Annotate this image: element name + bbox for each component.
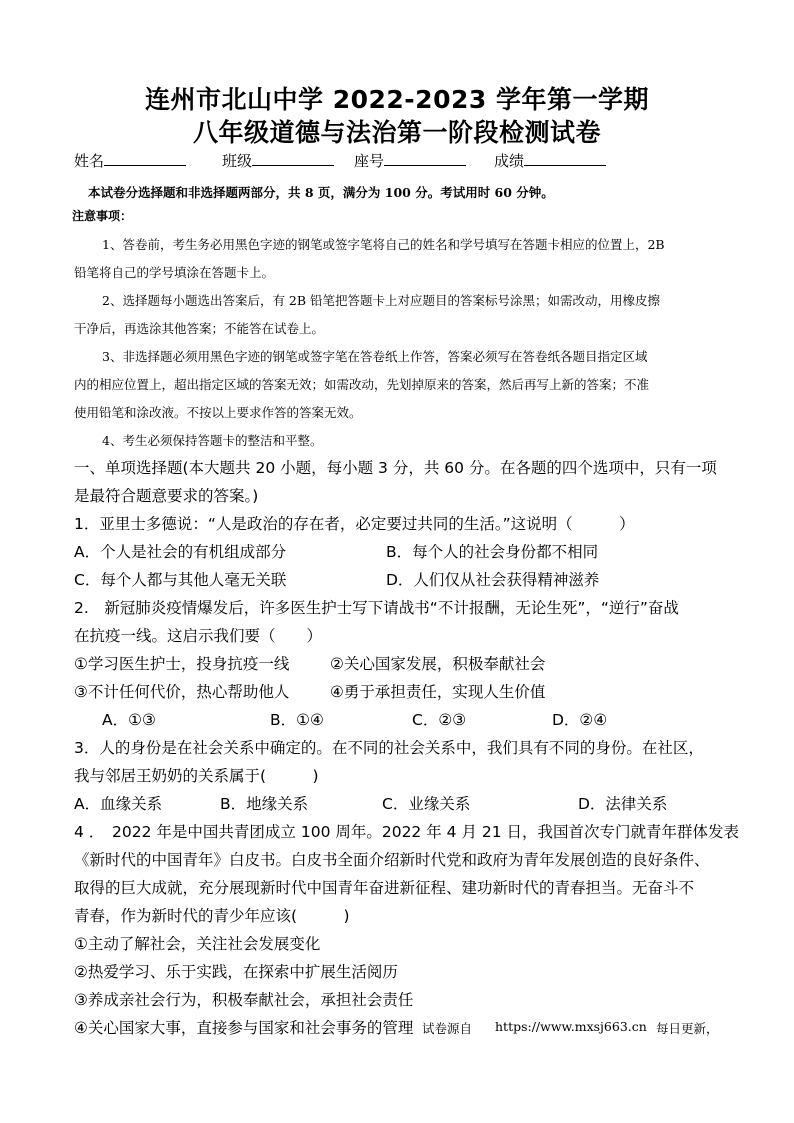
- exam-intro: 本试卷分选择题和非选择题两部分，共 8 页，满分为 100 分。考试用时 60 分钟。: [88, 185, 554, 200]
- q3-option-c[interactable]: C．业缘关系: [382, 795, 471, 813]
- title-line-1: 连州市北山中学 2022-2023 学年第一学期: [145, 85, 649, 114]
- class-field[interactable]: [222, 150, 334, 171]
- q4-statement-4: ④关心国家大事，直接参与国家和社会事务的管理: [74, 1019, 414, 1037]
- name-label: 姓名: [74, 152, 105, 170]
- watermark-source: 试卷源自: [422, 1021, 473, 1036]
- score-field[interactable]: [494, 150, 606, 171]
- notice-label: 注意事项：: [72, 209, 133, 223]
- name-field[interactable]: [74, 150, 186, 171]
- score-label: 成绩: [494, 152, 525, 170]
- q1-option-d[interactable]: D．人们仅从社会获得精神滋养: [386, 571, 600, 589]
- q2-statement-1: ①学习医生护士，投身抗疫一线: [74, 655, 290, 673]
- question-3-line-2: 我与邻居王奶奶的关系属于( ): [74, 767, 319, 785]
- watermark-daily: 每日更新，: [656, 1021, 719, 1036]
- q1-option-c[interactable]: C．每个人都与其他人毫无关联: [74, 571, 287, 589]
- question-4-line-3: 取得的巨大成就，充分展现新时代中国青年奋进新征程、建功新时代的青春担当。无奋斗不: [74, 879, 695, 897]
- question-4-line-2: 《新时代的中国青年》白皮书。白皮书全面介绍新时代党和政府为青年发展创造的良好条件、: [74, 851, 710, 869]
- q1-option-b[interactable]: B．每个人的社会身份都不相同: [386, 543, 599, 561]
- class-label: 班级: [222, 152, 253, 170]
- q3-option-d[interactable]: D．法律关系: [578, 795, 668, 813]
- q3-option-a[interactable]: A．血缘关系: [74, 795, 163, 813]
- notice-1-line-2: 铅笔将自己的学号填涂在答题卡上。: [74, 265, 275, 280]
- section-1-line-2: 是最符合题意要求的答案。): [74, 487, 259, 505]
- watermark-url-link[interactable]: https://www.mxsj663.cn: [495, 1019, 647, 1034]
- question-2-line-2: 在抗疫一线。这启示我们要（ ）: [74, 627, 323, 645]
- q2-option-b[interactable]: B．①④: [270, 711, 324, 729]
- q4-statement-2: ②热爱学习、乐于实践，在探索中扩展生活阅历: [74, 963, 398, 981]
- question-4-line-1: 4 ． 2022 年是中国共青团成立 100 周年。2022 年 4 月 21 日，我国首次专门就青年群体发表: [74, 823, 740, 841]
- q3-option-b[interactable]: B．地缘关系: [220, 795, 309, 813]
- seat-field[interactable]: [354, 150, 466, 171]
- notice-3-line-3: 使用铅笔和涂改液。不按以上要求作答的答案无效。: [74, 405, 362, 420]
- title-line-2: 八年级道德与法治第一阶段检测试卷: [192, 118, 601, 147]
- notice-2-line-1: 2、选择题每小题选出答案后，有 2B 铅笔把答题卡上对应题目的答案标号涂黑；如需改动，用橡皮擦: [102, 293, 661, 308]
- seat-label: 座号: [354, 152, 385, 170]
- notice-2-line-2: 干净后，再选涂其他答案；不能答在试卷上。: [74, 321, 325, 336]
- q2-statement-2: ②关心国家发展，积极奉献社会: [330, 655, 546, 673]
- section-1-line-1: 一、单项选择题(本大题共 20 小题，每小题 3 分，共 60 分。在各题的四个选项中，只有一项: [74, 459, 717, 477]
- notice-3-line-2: 内的相应位置上，超出指定区域的答案无效；如需改动，先划掉原来的答案，然后再写上新的答案；不准: [74, 377, 650, 392]
- q2-option-a[interactable]: A．①③: [102, 711, 156, 729]
- question-2-line-1: 2. 新冠肺炎疫情爆发后，许多医生护士写下请战书“不计报酬，无论生死”，“逆行”奋战: [74, 599, 679, 617]
- question-4-line-4: 青春，作为新时代的青少年应该( ): [74, 907, 350, 925]
- notice-4-line-1: 4、考生必须保持答题卡的整洁和平整。: [102, 433, 323, 448]
- q4-statement-1: ①主动了解社会，关注社会发展变化: [74, 935, 321, 953]
- notice-1-line-1: 1、答卷前，考生务必用黑色字迹的钢笔或签字笔将自己的姓名和学号填写在答题卡相应的位置上，2B: [102, 237, 665, 252]
- q2-option-c[interactable]: C．②③: [412, 711, 467, 729]
- q2-option-d[interactable]: D．②④: [552, 711, 608, 729]
- q4-statement-3: ③养成亲社会行为，积极奉献社会，承担社会责任: [74, 991, 414, 1009]
- q1-option-a[interactable]: A．个人是社会的有机组成部分: [74, 543, 287, 561]
- q2-statement-4: ④勇于承担责任，实现人生价值: [330, 683, 546, 701]
- q2-statement-3: ③不计任何代价，热心帮助他人: [74, 683, 290, 701]
- notice-3-line-1: 3、非选择题必须用黑色字迹的钢笔或签字笔在答卷纸上作答，答案必须写在答卷纸各题目指定区域: [102, 349, 648, 364]
- question-1-stem: 1．亚里士多德说：“人是政治的存在者，必定要过共同的生活。”这说明（ ）: [74, 515, 635, 533]
- question-3-line-1: 3．人的身份是在社会关系中确定的。在不同的社会关系中，我们具有不同的身份。在社区，: [74, 739, 704, 757]
